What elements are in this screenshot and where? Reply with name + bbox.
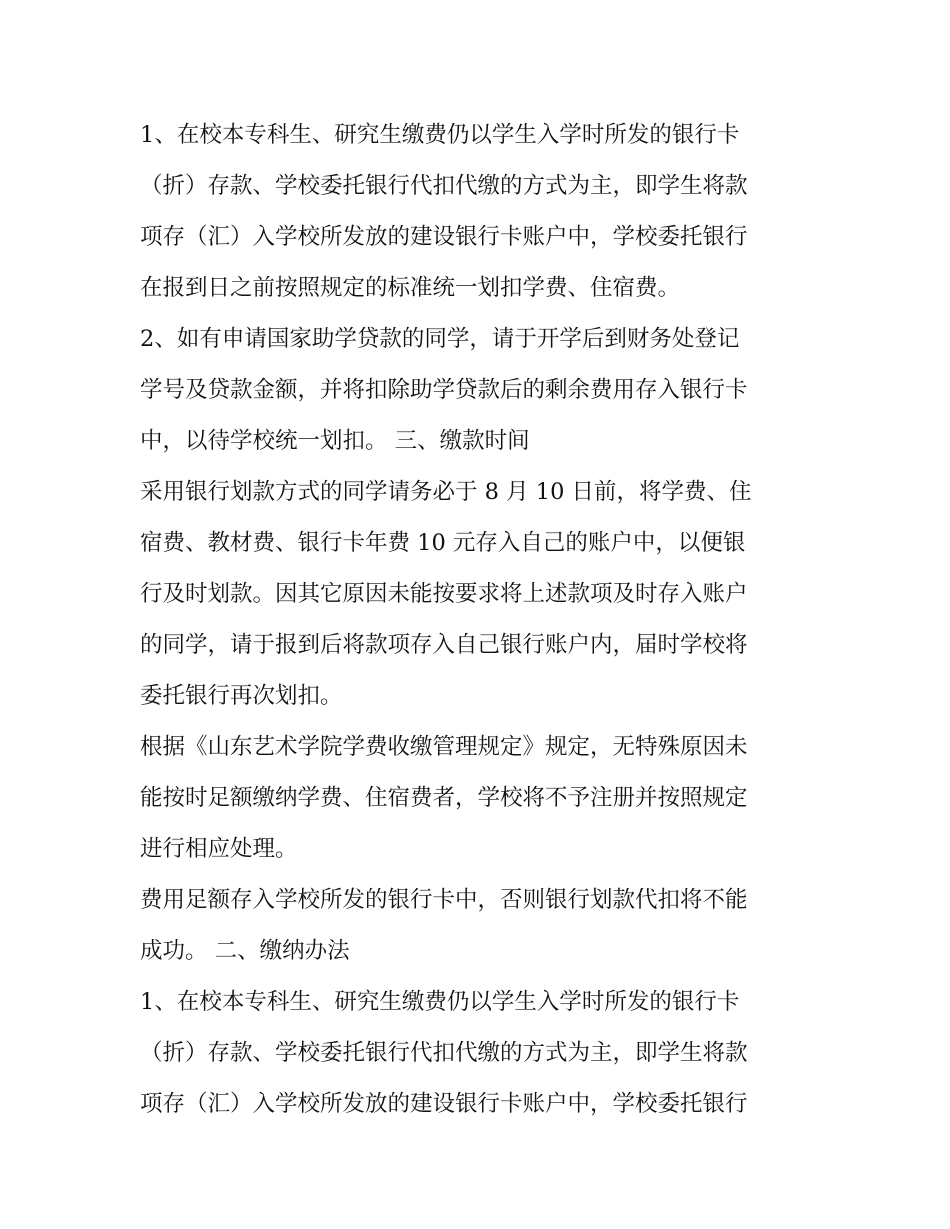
text-line-15: 进行相应处理。 <box>140 836 298 862</box>
text-line-20: 项存（汇）入学校所发放的建设银行卡账户中，学校委托银行 <box>140 1091 748 1117</box>
text-line-11: 的同学，请于报到后将款项存入自己银行账户内，届时学校将 <box>140 632 748 658</box>
text-line-9: 宿费、教材费、银行卡年费 10 元存入自己的账户中，以便银 <box>140 530 746 556</box>
text-line-12: 委托银行再次划扣。 <box>140 683 343 709</box>
text-line-6: 学号及贷款金额，并将扣除助学贷款后的剩余费用存入银行卡 <box>140 377 748 403</box>
text-line-7: 中，以待学校统一划扣。 三、缴款时间 <box>140 428 530 454</box>
document-body <box>140 110 820 1130</box>
text-line-1: 1、在校本专科生、研究生缴费仍以学生入学时所发的银行卡 <box>140 122 740 148</box>
text-line-4: 在报到日之前按照规定的标准统一划扣学费、住宿费。 <box>140 275 681 301</box>
text-line-13: 根据《山东艺术学院学费收缴管理规定》规定，无特殊原因未 <box>140 734 748 760</box>
text-line-3: 项存（汇）入学校所发放的建设银行卡账户中，学校委托银行 <box>140 224 748 250</box>
text-line-17: 成功。 二、缴纳办法 <box>140 938 350 964</box>
text-line-8: 采用银行划款方式的同学请务必于 8 月 10 日前，将学费、住 <box>140 479 752 505</box>
text-line-18: 1、在校本专科生、研究生缴费仍以学生入学时所发的银行卡 <box>140 989 740 1015</box>
text-line-14: 能按时足额缴纳学费、住宿费者，学校将不予注册并按照规定 <box>140 785 748 811</box>
text-line-16: 费用足额存入学校所发的银行卡中，否则银行划款代扣将不能 <box>140 887 748 913</box>
text-line-19: （折）存款、学校委托银行代扣代缴的方式为主，即学生将款 <box>140 1040 748 1066</box>
text-line-5: 2、如有申请国家助学贷款的同学，请于开学后到财务处登记 <box>140 326 740 352</box>
text-line-10: 行及时划款。因其它原因未能按要求将上述款项及时存入账户 <box>140 581 748 607</box>
text-line-2: （折）存款、学校委托银行代扣代缴的方式为主，即学生将款 <box>140 173 748 199</box>
